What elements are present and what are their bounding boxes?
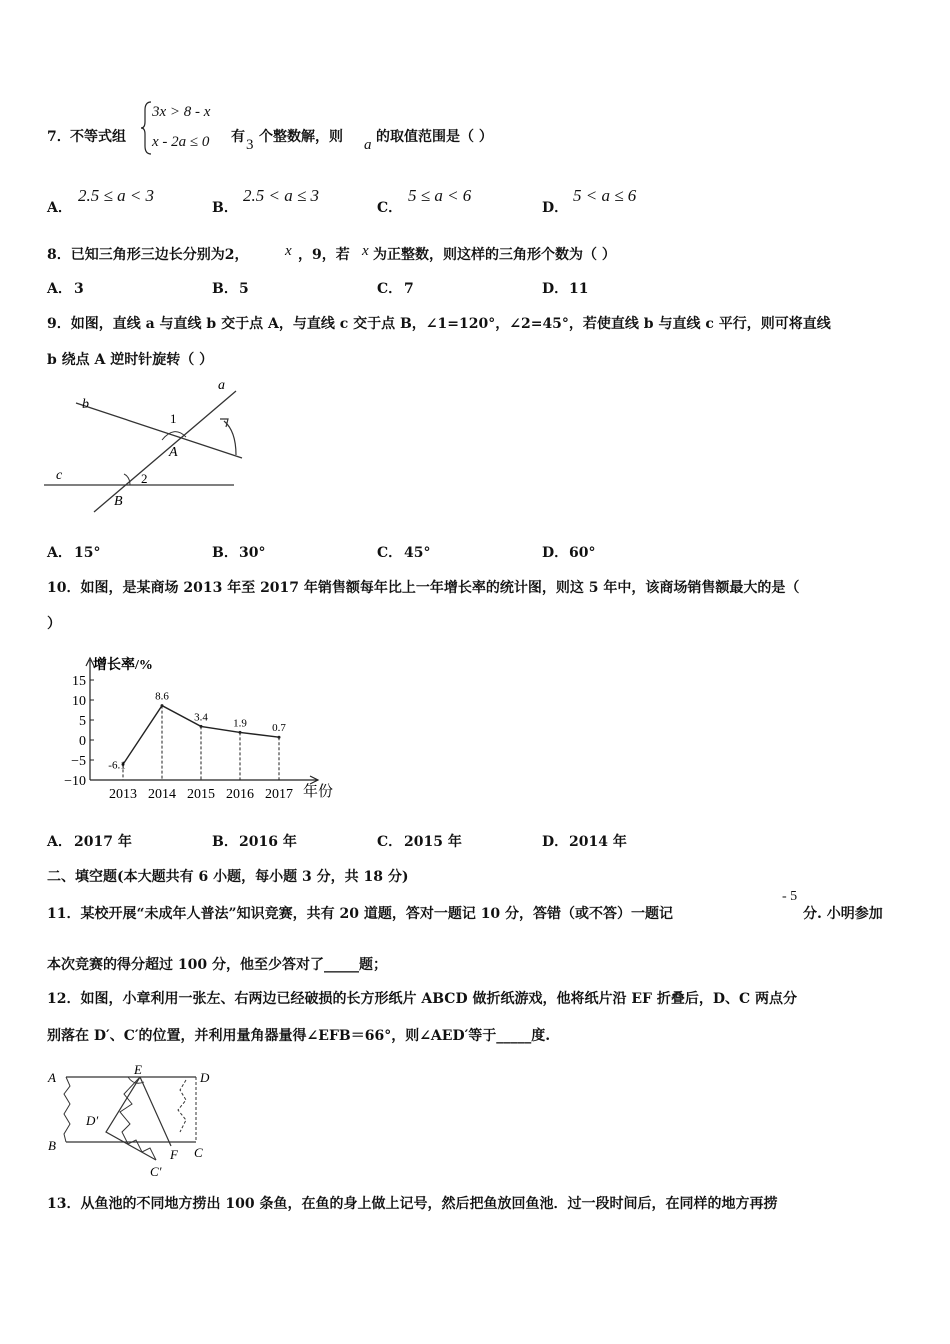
q8-option-a: 3 xyxy=(74,281,84,297)
q8-option-b: 5 xyxy=(239,281,249,297)
q9-figure xyxy=(44,375,249,517)
x-tick-label: 2017 xyxy=(265,787,293,802)
label-a: a xyxy=(218,378,225,393)
q9-line2: b 绕点 A 逆时针旋转（ ） xyxy=(47,352,214,368)
arrow-head-icon xyxy=(220,419,228,427)
q7-mid: 个整数解，则 xyxy=(259,129,343,145)
q8-text-a: 8．已知三角形三边长分别为2， xyxy=(47,247,249,263)
y-tick-label: −5 xyxy=(71,754,86,769)
y-tick-label: 15 xyxy=(72,674,86,689)
q7-option-c: 5 ≤ a < 6 xyxy=(408,186,472,205)
q8-option-c: 7 xyxy=(404,281,414,297)
data-point xyxy=(278,736,281,739)
data-label: 8.6 xyxy=(155,690,169,703)
brace-icon xyxy=(139,100,153,156)
data-point xyxy=(200,725,203,728)
q10-option-b-label: B． xyxy=(212,834,238,850)
q11-text-b: 分. 小明参加 xyxy=(803,906,883,922)
torn-left-edge xyxy=(64,1077,70,1142)
label-1: 1 xyxy=(170,411,177,426)
q10-option-d-label: D． xyxy=(542,834,569,850)
x-tick-label: 2013 xyxy=(109,787,137,802)
q9-option-d-label: D． xyxy=(542,545,569,561)
q10-option-a: 2017 年 xyxy=(74,834,132,850)
data-point xyxy=(239,731,242,734)
data-label: -6.1 xyxy=(108,759,126,772)
q10-option-d: 2014 年 xyxy=(569,834,627,850)
q9-option-a: 15° xyxy=(74,545,101,561)
q11-neg: - 5 xyxy=(782,889,798,904)
label-B: B xyxy=(48,1138,56,1153)
label-2: 2 xyxy=(141,471,148,486)
q7-option-b: 2.5 < a ≤ 3 xyxy=(243,186,320,205)
y-tick-label: 5 xyxy=(79,714,86,729)
q11-text-a: 11．某校开展“未成年人普法”知识竞赛，共有 20 道题，答对一题记 10 分，答错（或不答）一题记 xyxy=(47,906,674,922)
q12-figure xyxy=(46,1062,218,1182)
q7-option-a: 2.5 ≤ a < 3 xyxy=(78,186,155,205)
q10-line2: ） xyxy=(47,616,61,632)
q8-option-a-label: A． xyxy=(47,281,72,297)
x-tick-label: 2015 xyxy=(187,787,215,802)
q7-var: a xyxy=(364,137,372,153)
q8-option-c-label: C． xyxy=(377,281,403,297)
q8-x2: x xyxy=(362,243,369,259)
q10-option-b: 2016 年 xyxy=(239,834,297,850)
y-tick-label: 0 xyxy=(79,734,86,749)
q8-option-b-label: B． xyxy=(212,281,238,297)
q12-line1: 12．如图，小章利用一张左、右两边已经破损的长方形纸片 ABCD 做折纸游戏，他将纸片沿 EF 折叠后，D、C 两点分 xyxy=(47,991,797,1007)
growth-rate-chart xyxy=(50,650,350,805)
label-c: c xyxy=(56,468,63,483)
q7-option-c-label: C． xyxy=(377,200,403,216)
label-C-prime: C′ xyxy=(150,1164,162,1179)
q12-line2: 别落在 D′、C′的位置，并利用量角器量得∠EFB＝66°，则∠AED′等于_____度. xyxy=(47,1028,551,1044)
q9-option-c-label: C． xyxy=(377,545,403,561)
folded-torn-edge xyxy=(120,1077,156,1160)
folded-edge xyxy=(106,1077,156,1160)
q8-text-c: 为正整数，则这样的三角形个数为（ ） xyxy=(373,247,616,263)
q11-line2: 本次竞赛的得分超过 100 分，他至少答对了_____题； xyxy=(47,957,387,973)
data-label: 3.4 xyxy=(194,711,208,724)
q7-number: 7． xyxy=(47,129,71,145)
label-B: B xyxy=(114,494,123,509)
q8-x1: x xyxy=(285,243,292,259)
q10-option-a-label: A． xyxy=(47,834,72,850)
q7-option-d-label: D． xyxy=(542,200,569,216)
data-label: 1.9 xyxy=(233,717,247,730)
torn-right-edge-dashed xyxy=(178,1080,186,1132)
q8-option-d: 11 xyxy=(569,281,589,297)
chart-axes xyxy=(64,656,333,802)
q13-line1: 13．从鱼池的不同地方捞出 100 条鱼，在鱼的身上做上记号，然后把鱼放回鱼池．过一段时间后，在同样的地方再捞 xyxy=(47,1196,778,1212)
q7-option-a-label: A． xyxy=(47,200,72,216)
q9-line1: 9．如图，直线 a 与直线 b 交于点 A，与直线 c 交于点 B，∠1=120°，∠2=45°，若使直线 b 与直线 c 平行，则可将直线 xyxy=(47,316,831,332)
label-D: D xyxy=(200,1070,210,1085)
q7-lead: 不等式组 xyxy=(70,129,126,145)
q7-option-d: 5 < a ≤ 6 xyxy=(573,186,637,205)
section-2-heading: 二、填空题(本大题共有 6 小题，每小题 3 分，共 18 分) xyxy=(47,869,409,885)
y-axis-label: 增长率/% xyxy=(93,658,153,673)
label-b: b xyxy=(82,397,89,412)
q10-option-c: 2015 年 xyxy=(404,834,462,850)
q8-option-d-label: D． xyxy=(542,281,569,297)
q9-option-b: 30° xyxy=(239,545,266,561)
q7-have: 有 xyxy=(231,129,245,145)
q7-tail: 的取值范围是（ ） xyxy=(376,129,493,145)
q10-option-c-label: C． xyxy=(377,834,403,850)
data-label: 0.7 xyxy=(272,722,286,735)
q10-line1: 10．如图，是某商场 2013 年至 2017 年销售额每年比上一年增长率的统计图，则这 5 年中，该商场销售额最大的是（ xyxy=(47,580,800,596)
y-tick-label: −10 xyxy=(64,774,86,789)
data-point xyxy=(161,704,164,707)
x-axis-label: 年份 xyxy=(303,784,334,800)
q9-option-a-label: A． xyxy=(47,545,72,561)
label-D-prime: D′ xyxy=(86,1113,99,1128)
label-C: C xyxy=(194,1145,203,1160)
x-tick-label: 2014 xyxy=(148,787,176,802)
q9-option-c: 45° xyxy=(404,545,431,561)
x-tick-label: 2016 xyxy=(226,787,254,802)
q7-inequality-1: 3x > 8 - x xyxy=(152,104,211,120)
y-tick-label: 10 xyxy=(72,694,86,709)
label-A: A xyxy=(48,1070,56,1085)
q9-option-b-label: B． xyxy=(212,545,238,561)
label-E: E xyxy=(134,1062,142,1077)
q7-count: 3 xyxy=(246,137,254,153)
fold-line-EF xyxy=(140,1077,171,1146)
label-A: A xyxy=(169,445,178,460)
q9-option-d: 60° xyxy=(569,545,596,561)
label-F: F xyxy=(170,1147,178,1162)
q7-inequality-2: x - 2a ≤ 0 xyxy=(152,134,210,150)
q7-option-b-label: B． xyxy=(212,200,238,216)
q8-text-b: ，9，若 xyxy=(298,247,350,263)
line-b xyxy=(76,403,242,458)
chart-marks xyxy=(108,691,286,780)
